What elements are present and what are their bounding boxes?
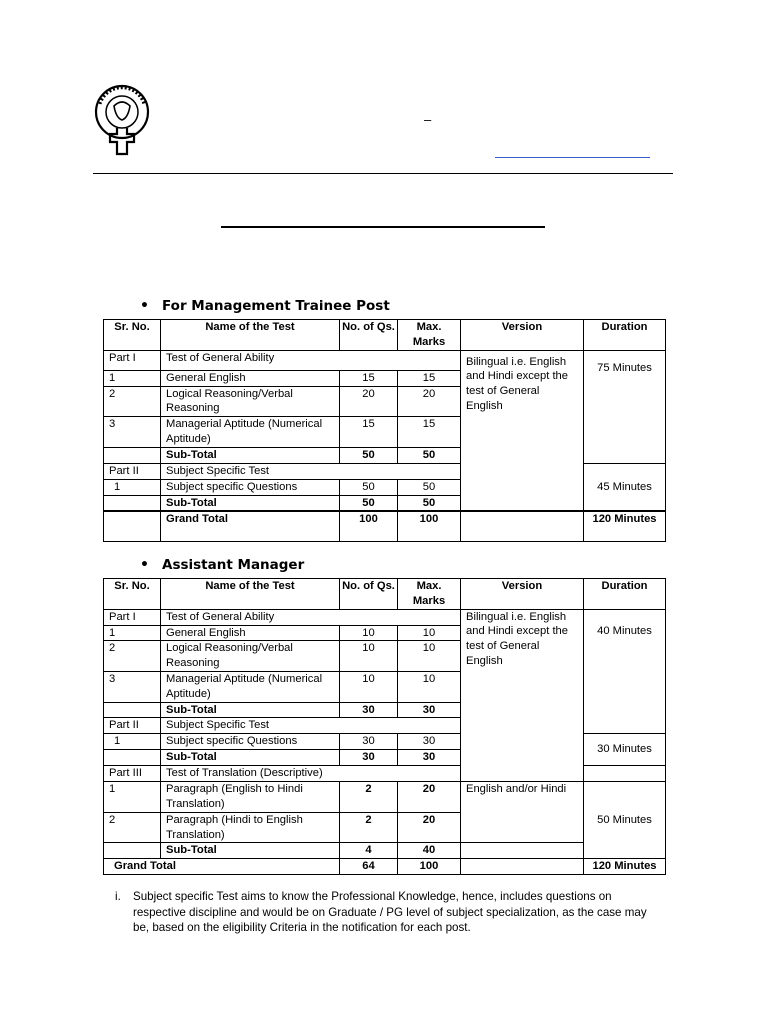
qs-cell: 2 [340,782,398,813]
subtotal-qs: 30 [340,702,398,718]
sr-cell: 1 [104,479,161,495]
part-name: Subject Specific Test [161,718,461,734]
part-label: Part I [104,609,161,625]
grand-total-duration: 120 Minutes [584,511,666,541]
subtotal-qs: 30 [340,750,398,766]
section-heading-management-trainee [140,298,390,314]
test-name-cell: General English [161,370,340,386]
col-header-version: Version [461,579,584,610]
grand-total-row [104,511,666,541]
marks-cell: 15 [398,417,461,448]
sr-cell: 3 [104,417,161,448]
marks-cell: 20 [398,782,461,813]
test-name-cell: Subject specific Questions [161,734,340,750]
table-row [104,782,666,813]
marks-cell: 20 [398,386,461,417]
subtotal-qs: 50 [340,447,398,463]
col-header-max-marks: Max. Marks [398,320,461,351]
duration-cell: 50 Minutes [584,782,666,859]
section-heading-text: Assistant Manager [162,557,305,573]
col-header-test-name: Name of the Test [161,320,340,351]
test-name-cell: Logical Reasoning/Verbal Reasoning [161,386,340,417]
header-dash: – [424,112,432,127]
sr-cell: 1 [104,734,161,750]
subtotal-qs: 50 [340,495,398,511]
management-trainee-table [103,319,666,542]
grand-total-qs: 100 [340,511,398,541]
title-underline [221,226,545,228]
test-name-cell: Paragraph (Hindi to English Translation) [161,812,340,843]
version-cell: Bilingual i.e. English and Hindi except the test of General English [461,609,584,782]
table-header-row [104,320,666,351]
grand-total-marks: 100 [398,859,461,875]
footnote-marker: i. [115,890,121,903]
bullet-icon: • [140,557,149,573]
sr-cell: 2 [104,641,161,672]
subtotal-marks: 40 [398,843,461,859]
part-label: Part I [104,350,161,370]
col-header-num-qs: No. of Qs. [340,579,398,610]
qs-cell: 30 [340,734,398,750]
subtotal-marks: 50 [398,495,461,511]
part-label: Part II [104,463,161,479]
section-heading-text: For Management Trainee Post [162,298,390,314]
table-row [104,609,666,625]
part-label: Part III [104,766,161,782]
part-name: Test of Translation (Descriptive) [161,766,461,782]
marks-cell: 10 [398,625,461,641]
test-name-cell: Logical Reasoning/Verbal Reasoning [161,641,340,672]
grand-total-label: Grand Total [104,859,340,875]
section-heading-assistant-manager [140,557,304,573]
marks-cell: 15 [398,370,461,386]
sr-cell: 2 [104,386,161,417]
table-header-row [104,579,666,610]
sr-cell: 1 [104,782,161,813]
subtotal-row [104,843,666,859]
header-link-underline[interactable] [495,157,650,158]
test-name-cell: Subject specific Questions [161,479,340,495]
sr-cell: 1 [104,370,161,386]
qs-cell: 10 [340,641,398,672]
sr-cell: 1 [104,625,161,641]
col-header-max-marks: Max. Marks [398,579,461,610]
subtotal-marks: 30 [398,702,461,718]
duration-cell: 30 Minutes [584,734,666,766]
qs-cell: 15 [340,417,398,448]
marks-cell: 10 [398,671,461,702]
table-row [104,350,666,370]
qs-cell: 10 [340,625,398,641]
version-cell: English and/or Hindi [461,782,584,843]
subtotal-label: Sub-Total [161,702,340,718]
subtotal-label: Sub-Total [161,495,340,511]
test-name-cell: Managerial Aptitude (Numerical Aptitude) [161,671,340,702]
grand-total-marks: 100 [398,511,461,541]
footnote [115,889,655,936]
marks-cell: 10 [398,641,461,672]
subtotal-marks: 50 [398,447,461,463]
marks-cell: 20 [398,812,461,843]
qs-cell: 50 [340,479,398,495]
test-name-cell: General English [161,625,340,641]
grand-total-row [104,859,666,875]
part-name: Subject Specific Test [161,463,461,479]
marks-cell: 30 [398,734,461,750]
subtotal-label: Sub-Total [161,750,340,766]
grand-total-label: Grand Total [161,511,340,541]
duration-cell: 75 Minutes [584,350,666,463]
grand-total-duration: 120 Minutes [584,859,666,875]
duration-cell: 45 Minutes [584,463,666,511]
qs-cell: 2 [340,812,398,843]
assistant-manager-table [103,578,666,875]
qs-cell: 20 [340,386,398,417]
part-name: Test of General Ability [161,350,461,370]
footnote-text: Subject specific Test aims to know the Professional Knowledge, hence, includes questions on respective discipline and would be on Graduate / PG level of subject specialization, as the case may be, based on the eligibility Criteria in the notification for each post. [133,890,647,935]
subtotal-label: Sub-Total [161,447,340,463]
test-name-cell: Paragraph (English to Hindi Translation) [161,782,340,813]
test-name-cell: Managerial Aptitude (Numerical Aptitude) [161,417,340,448]
col-header-version: Version [461,320,584,351]
subtotal-qs: 4 [340,843,398,859]
subtotal-label: Sub-Total [161,843,340,859]
col-header-duration: Duration [584,320,666,351]
duration-cell: 40 Minutes [584,609,666,734]
version-cell: Bilingual i.e. English and Hindi except the test of General English [461,350,584,511]
header-divider [93,173,673,174]
subtotal-marks: 30 [398,750,461,766]
bullet-icon: • [140,298,149,314]
part-label: Part II [104,718,161,734]
grand-total-qs: 64 [340,859,398,875]
qs-cell: 15 [340,370,398,386]
col-header-num-qs: No. of Qs. [340,320,398,351]
sr-cell: 2 [104,812,161,843]
col-header-test-name: Name of the Test [161,579,340,610]
qs-cell: 10 [340,671,398,702]
organization-logo [92,82,152,162]
part-name: Test of General Ability [161,609,461,625]
col-header-duration: Duration [584,579,666,610]
marks-cell: 50 [398,479,461,495]
col-header-sr-no: Sr. No. [104,320,161,351]
col-header-sr-no: Sr. No. [104,579,161,610]
sr-cell: 3 [104,671,161,702]
